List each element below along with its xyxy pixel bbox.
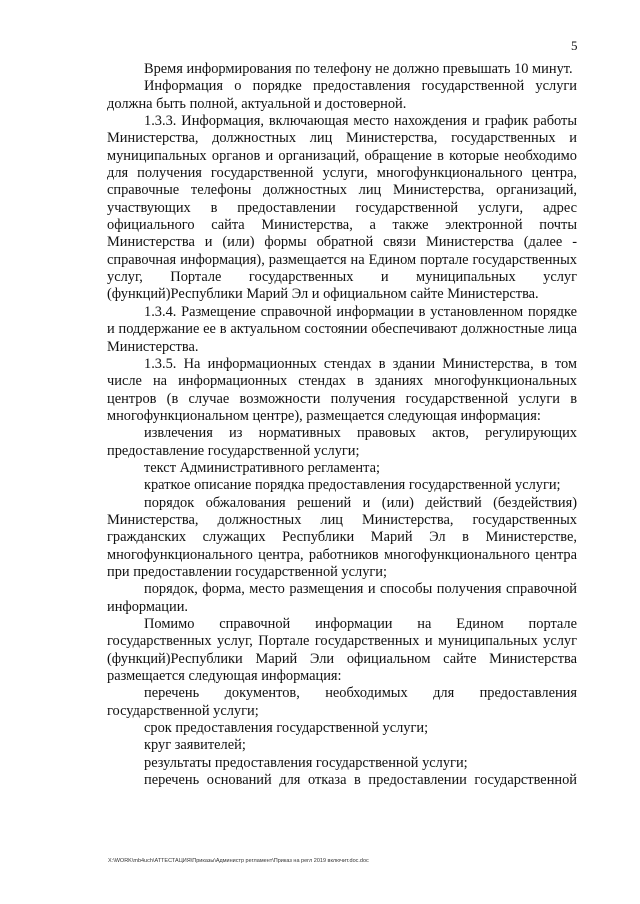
paragraph: круг заявителей; [144, 737, 246, 754]
paragraph: результаты предоставления государственной услуги; [144, 754, 468, 771]
paragraph: краткое описание порядка предоставления государственной услуги; [144, 477, 561, 494]
paragraph: срок предоставления государственной услуги; [144, 720, 429, 737]
paragraph: Время информирования по телефону не должно превышать 10 минут. [144, 61, 573, 77]
paragraph: Помимо справочной информации на Едином портале государственных услуг, Портале государственных и муниципальных услуг (функций)Республики Марий Эли официальном сайте Министерства размещается следующая информация: [107, 616, 577, 685]
paragraph: 1.3.5. На информационных стендах в здании Министерства, в том числе на информационных стендах в зданиях многофункциональных центров (в случае возможности получения государственной услуги в многофункциональном центре), размещается следующая информация: [107, 355, 577, 424]
paragraph: 1.3.4. Размещение справочной информации в установленном порядке и поддержание ее в актуальном состоянии обеспечивают должностные лица Министерства. [107, 303, 577, 355]
paragraph: порядок обжалования решений и (или) действий (бездействия) Министерства, должностных лиц Министерства, государственных гражданских служащих Республики Марий Эл в Министерстве, многофункционального центра, работников многофункционального центра при предоставлении государственной услуги; [107, 494, 577, 580]
footer-file-path: X:\WORK\mb4uch\АТТЕСТАЦИЯ\Приказы\Администр регламент\Приказ на регл 2019 включит.doc.doc [108, 858, 369, 864]
paragraph: извлечения из нормативных правовых актов, регулирующих предоставление государственной услуги; [107, 425, 577, 459]
paragraph: 1.3.3. Информация, включающая место нахождения и график работы Министерства, должностных лиц Министерства, государственных и муниципальных органов и организаций, обращение в которые необходимо для получения государственной услуги, многофункционального центра, справочные телефоны должностных лиц Министерства, организаций, участвующих в предоставлении государственной услуги, адрес официального сайта Министерства, а также электронной почты Министерства и (или) формы обратной связи Министерства (далее - справочная информация), размещается на Едином портале государственных услуг, Портале государственных и муниципальных услуг (функций)Республики Марий Эл и официальном сайте Министерства. [107, 113, 577, 303]
page-number: 5 [571, 38, 578, 53]
paragraph: текст Административного регламента; [144, 459, 380, 476]
paragraph: перечень оснований для отказа в предоставлении государственной [144, 772, 577, 789]
document-body [107, 61, 577, 789]
paragraph: перечень документов, необходимых для предоставления государственной услуги; [107, 685, 577, 719]
paragraph: Информация о порядке предоставления государственной услуги должна быть полной, актуальной и достоверной. [107, 78, 577, 112]
paragraph: порядок, форма, место размещения и способы получения справочной информации. [107, 581, 577, 615]
